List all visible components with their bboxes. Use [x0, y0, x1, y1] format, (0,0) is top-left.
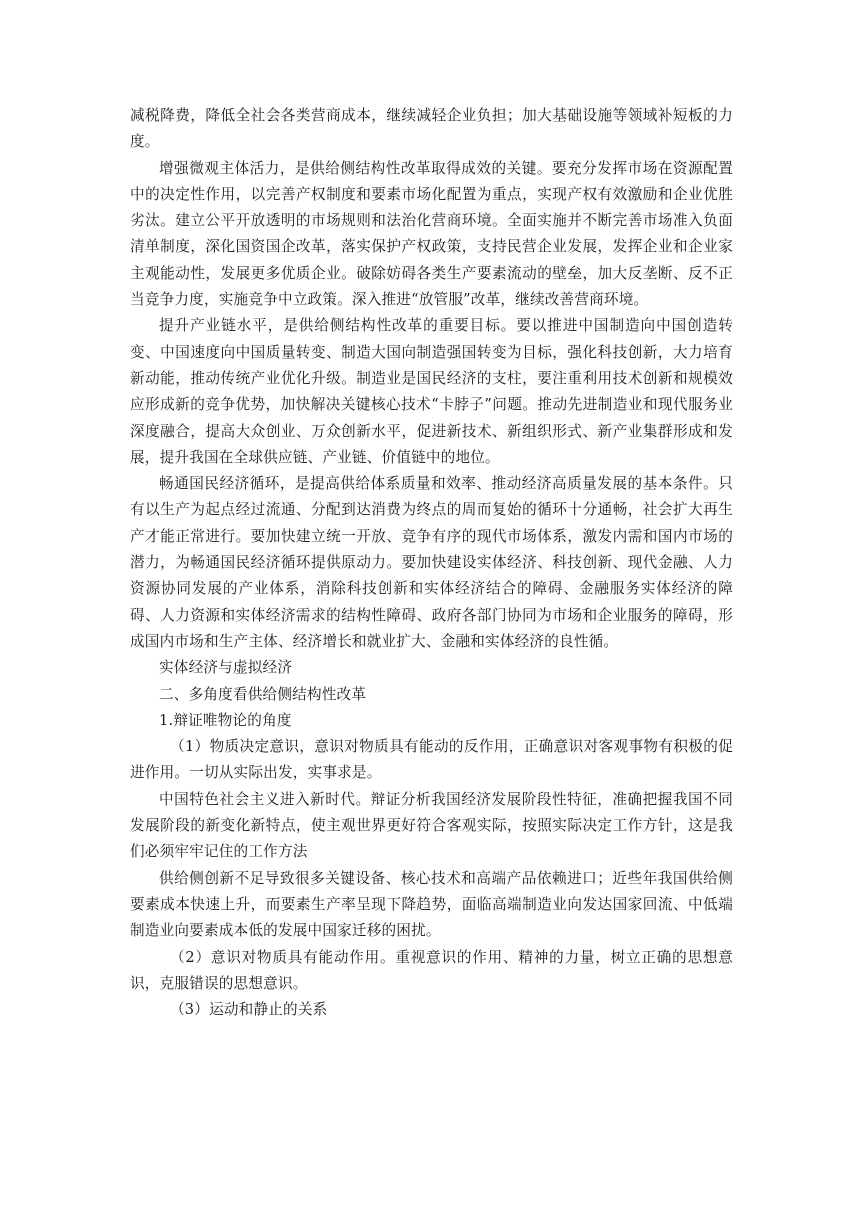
heading-dialectical-materialism: 1.辩证唯物论的角度	[159, 711, 292, 729]
paragraph-industry-chain: 提升产业链水平，是供给侧结构性改革的重要目标。要以推进中国制造向中国创造转变、中国速度向中国质量转变、制造大国向制造强国转变为目标，强化科技创新，大力培育新动能，推动传统产业优化升级。制造业是国民经济的支柱，要注重利用技术创新和规模效应形成新的竞争优势，加快解决关键核心技术“卡脖子”问题。推动先进制造业和现代服务业深度融合，提高大众创业、万众创新水平，促进新技术、新组织形式、新产业集群形成和发展，提升我国在全球供应链、产业链、价值链中的地位。	[130, 317, 733, 466]
paragraph-point-two: （2）意识对物质具有能动作用。重视意识的作用、精神的力量，树立正确的思想意识，克服错误的思想意识。	[130, 948, 733, 992]
paragraph-point-three: （3）运动和静止的关系	[170, 1001, 328, 1019]
document-body	[130, 103, 733, 1023]
paragraph-point-one: （1）物质决定意识，意识对物质具有能动的反作用，正确意识对客观事物有积极的促进作用。一切从实际出发，实事求是。	[130, 738, 733, 782]
paragraph-new-era: 中国特色社会主义进入新时代。辩证分析我国经济发展阶段性特征，准确把握我国不同发展阶段的新变化新特点，使主观世界更好符合客观实际，按照实际决定工作方针，这是我们必须牢牢记住的工作方法	[130, 790, 733, 861]
paragraph-tax-reduction: 减税降费，降低全社会各类营商成本，继续减轻企业负担；加大基础设施等领域补短板的力度。	[130, 107, 733, 151]
paragraph-economic-circulation: 畅通国民经济循环，是提高供给体系质量和效率、推动经济高质量发展的基本条件。只有以生产为起点经过流通、分配到达消费为终点的周而复始的循环十分通畅，社会扩大再生产才能正常进行。要加快建立统一开放、竞争有序的现代市场体系，激发内需和国内市场的潜力，为畅通国民经济循环提供原动力。要加快建设实体经济、科技创新、现代金融、人力资源协同发展的产业体系，消除科技创新和实体经济结合的障碍、金融服务实体经济的障碍、人力资源和实体经济需求的结构性障碍、政府各部门协同为市场和企业服务的障碍，形成国内市场和生产主体、经济增长和就业扩大、金融和实体经济的良性循。	[130, 475, 733, 650]
paragraph-supply-innovation: 供给侧创新不足导致很多关键设备、核心技术和高端产品依赖进口；近些年我国供给侧要素成本快速上升，而要素生产率呈现下降趋势，面临高端制造业向发达国家回流、中低端制造业向要素成本低的发展中国家迁移的困扰。	[130, 869, 733, 940]
paragraph-micro-vitality: 增强微观主体活力，是供给侧结构性改革取得成效的关键。要充分发挥市场在资源配置中的决定性作用，以完善产权制度和要素市场化配置为重点，实现产权有效激励和企业优胜劣汰。建立公平开放透明的市场规则和法治化营商环境。全面实施并不断完善市场准入负面清单制度，深化国资国企改革，落实保护产权政策，支持民营企业发展，发挥企业和企业家主观能动性，发展更多优质企业。破除妨碍各类生产要素流动的壁垒，加大反垄断、反不正当竞争力度，实施竞争中立政策。深入推进“放管服”改革，继续改善营商环境。	[130, 159, 733, 309]
heading-real-virtual-economy: 实体经济与虚拟经济	[159, 659, 293, 677]
heading-section-two: 二、多角度看供给侧结构性改革	[159, 685, 367, 703]
